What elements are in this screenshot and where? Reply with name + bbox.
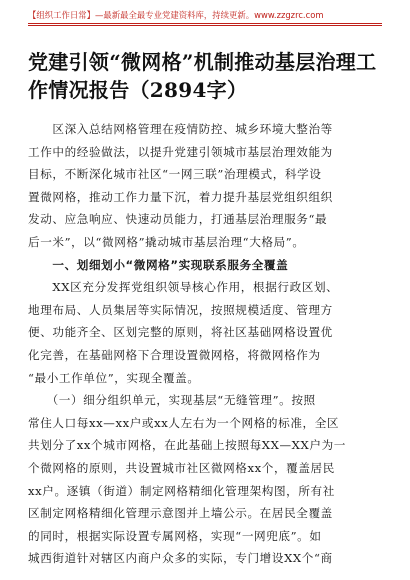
body-line: 共划分了xx个城市网格，在此基础上按照每XX—XX户为一 [28,438,346,453]
body-line: xx户。逐镇（街道）制定网格精细化管理架构图，所有社 [28,483,335,498]
body-line: 区制定网格精细化管理示意图并上墙公示。在居民全覆盖 [28,506,333,521]
body-line: 区深入总结网格管理在疫情防控、城乡环境大整治等 [28,122,333,136]
body-line: 后一米”，以“微网格”撬动城市基层治理“大格局”。 [28,234,305,249]
banner-rule-top [28,23,382,24]
body-line: 城西街道针对辖区内商户众多的实际，专门增设XX个“商 [28,551,333,566]
body-line: 的同时，根据实际设置专属网格，实现“一网兜底”。如 [28,528,322,543]
section-heading: 一、划细划小“微网格”实现联系服务全覆盖 [28,257,289,272]
site-banner[interactable]: 【组织工作日常】—最新最全最专业党建资料库，持续更新。www.zzgzrc.com [28,10,324,20]
document-title [28,48,384,104]
body-line: 常住人口每xx—xx户或xx人左右为一个网格的标准，全区 [28,415,340,430]
body-line: 置微网格，推动工作力量下沉，着力提升基层党组织组织 [28,189,333,204]
title-line: 作情况报告（2894字） [28,78,248,102]
body-line: 便、功能齐全、区划完整的原则，将社区基础网格设置优 [28,325,333,340]
body-line: 化完善，在基础网格下合理设置微网格，将微网格作为 [28,347,321,362]
document-body [28,118,384,570]
body-line: 发动、应急响应、快速动员能力，打通基层治理服务“最 [28,212,328,227]
body-line: 目标，不断深化城市社区“一网三联”治理模式，科学设 [28,167,322,182]
title-line: 党建引领“微网格”机制推动基层治理工 [28,50,377,74]
body-line: 工作中的经验做法，以提升党建引领城市基层治理效能为 [28,144,333,159]
body-line: 地理布局、人员集居等实际情况，按照规模适度、管理方 [28,302,333,317]
body-line: （一）细分组织单元，实现基层“无缝管理”。按照 [28,393,316,408]
body-line: “最小工作单位”，实现全覆盖。 [28,370,200,385]
body-line: 个微网格的原则，共设置城市社区微网格xx个，覆盖居民 [28,460,335,475]
banner-rule-bottom [28,25,382,26]
body-line: XX区充分发挥党组织领导核心作用，根据行政区划、 [28,280,339,295]
